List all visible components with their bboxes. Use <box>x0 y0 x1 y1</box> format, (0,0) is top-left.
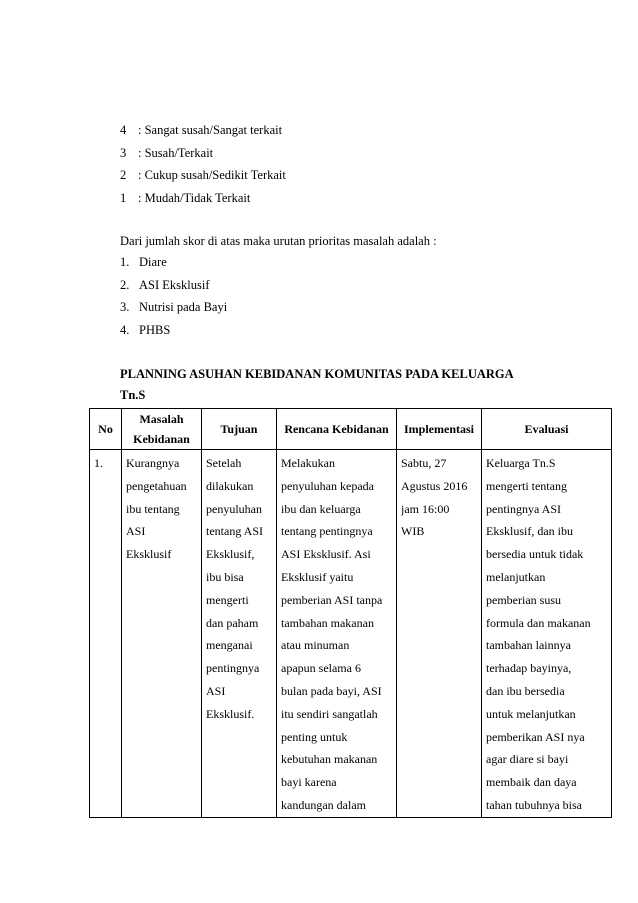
cell-line: pengetahuan <box>126 478 187 493</box>
cell-rencana <box>277 450 397 818</box>
cell-line: Agustus 2016 <box>401 478 468 493</box>
cell-line: Melakukan <box>281 456 335 470</box>
cell-line: penyuluhan kepada <box>281 478 374 493</box>
scale-item <box>120 119 286 142</box>
cell-line: Eksklusif. <box>206 706 255 721</box>
cell-line: ASI <box>126 524 146 539</box>
cell-line: penting untuk <box>281 729 348 744</box>
header-masalah <box>122 409 202 450</box>
cell-line: kebutuhan makanan <box>281 752 378 767</box>
cell-line: 1. <box>94 456 103 470</box>
priority-text: PHBS <box>139 322 171 337</box>
cell-line: agar diare si bayi <box>486 752 569 767</box>
cell-line: tentang pentingnya <box>281 524 373 539</box>
cell-line: membaik dan daya <box>486 775 577 790</box>
scale-item <box>120 164 286 187</box>
cell-line: ibu tentang <box>126 501 180 516</box>
cell-line: ASI <box>206 683 226 698</box>
cell-line: bulan pada bayi, ASI <box>281 683 382 698</box>
header-no: No <box>90 409 122 450</box>
priority-number: 2. <box>120 277 130 292</box>
header-masalah-line: Masalah <box>139 412 184 426</box>
scale-text: : Sangat susah/Sangat terkait <box>138 123 283 137</box>
section-heading-line: PLANNING ASUHAN KEBIDANAN KOMUNITAS PADA KELUARGA <box>120 367 514 381</box>
section-heading-line: Tn.S <box>120 388 146 402</box>
cell-line: tentang ASI <box>206 524 263 539</box>
cell-line: menganai <box>206 638 253 653</box>
scale-text: : Mudah/Tidak Terkait <box>138 190 251 205</box>
scale-item <box>120 187 286 210</box>
cell-line: tambahan lainnya <box>486 638 571 653</box>
table-row <box>90 450 612 818</box>
cell-tujuan <box>202 450 277 818</box>
priority-text: ASI Eksklusif <box>139 277 210 292</box>
scale-item <box>120 142 286 165</box>
cell-line: Sabtu, 27 <box>401 456 447 470</box>
cell-evaluasi <box>482 450 612 818</box>
scale-text: : Cukup susah/Sedikit Terkait <box>138 168 286 182</box>
cell-line: pemberikan ASI nya <box>486 729 585 744</box>
priority-text: Diare <box>139 255 167 269</box>
cell-line: melanjutkan <box>486 569 546 584</box>
cell-line: kandungan dalam <box>281 797 366 812</box>
cell-line: pemberian susu <box>486 592 561 607</box>
cell-line: dan ibu bersedia <box>486 683 565 698</box>
cell-line: Eksklusif <box>126 547 172 562</box>
table-header-row <box>90 409 612 450</box>
header-masalah-line: Kebidanan <box>133 432 190 446</box>
priority-number: 1. <box>120 255 130 269</box>
scale-number: 1 <box>120 190 127 205</box>
cell-line: terhadap bayinya, <box>486 661 572 676</box>
priority-number: 3. <box>120 300 130 314</box>
scale-number: 2 <box>120 168 127 182</box>
cell-line: ibu bisa <box>206 569 244 584</box>
skor-scale-list <box>120 119 286 209</box>
cell-line: bersedia untuk tidak <box>486 547 584 562</box>
cell-masalah <box>122 450 202 818</box>
priority-number: 4. <box>120 322 130 337</box>
header-rencana: Rencana Kebidanan <box>277 409 397 450</box>
cell-line: bayi karena <box>281 775 337 790</box>
cell-line: atau minuman <box>281 638 350 653</box>
cell-line: Eksklusif yaitu <box>281 569 354 584</box>
cell-line: Setelah <box>206 456 242 470</box>
cell-line: pentingnya <box>206 661 260 676</box>
cell-line: Keluarga Tn.S <box>486 456 556 470</box>
cell-line: mengerti tentang <box>486 478 567 493</box>
cell-line: WIB <box>401 524 425 539</box>
priority-item <box>120 319 227 342</box>
cell-line: ASI Eksklusif. Asi <box>281 547 371 562</box>
priority-item <box>120 296 227 319</box>
header-evaluasi: Evaluasi <box>482 409 612 450</box>
cell-line: itu sendiri sangatlah <box>281 706 378 721</box>
cell-no <box>90 450 122 818</box>
section-heading <box>120 364 514 406</box>
priority-item <box>120 274 227 297</box>
priority-intro: Dari jumlah skor di atas maka urutan prioritas masalah adalah : <box>120 234 437 248</box>
cell-line: tahan tubuhnya bisa <box>486 797 582 812</box>
planning-table <box>89 408 612 818</box>
cell-implementasi <box>397 450 482 818</box>
scale-number: 3 <box>120 145 127 160</box>
cell-line: pentingnya ASI <box>486 501 561 516</box>
cell-line: formula dan makanan <box>486 615 591 630</box>
header-tujuan: Tujuan <box>202 409 277 450</box>
header-implementasi: Implementasi <box>397 409 482 450</box>
priority-item <box>120 251 227 274</box>
cell-line: dan paham <box>206 615 259 630</box>
cell-line: ibu dan keluarga <box>281 501 361 516</box>
cell-line: penyuluhan <box>206 501 262 516</box>
priority-list <box>120 251 227 341</box>
cell-line: Eksklusif, <box>206 547 255 562</box>
cell-line: pemberian ASI tanpa <box>281 592 383 607</box>
cell-line: tambahan makanan <box>281 615 374 630</box>
cell-line: Eksklusif, dan ibu <box>486 524 573 539</box>
scale-text: : Susah/Terkait <box>138 145 214 160</box>
cell-line: dilakukan <box>206 478 254 493</box>
priority-text: Nutrisi pada Bayi <box>139 300 228 314</box>
cell-line: untuk melanjutkan <box>486 706 576 721</box>
cell-line: jam 16:00 <box>401 501 450 516</box>
cell-line: mengerti <box>206 592 249 607</box>
cell-line: apapun selama 6 <box>281 661 361 676</box>
scale-number: 4 <box>120 123 127 137</box>
cell-line: Kurangnya <box>126 456 180 470</box>
